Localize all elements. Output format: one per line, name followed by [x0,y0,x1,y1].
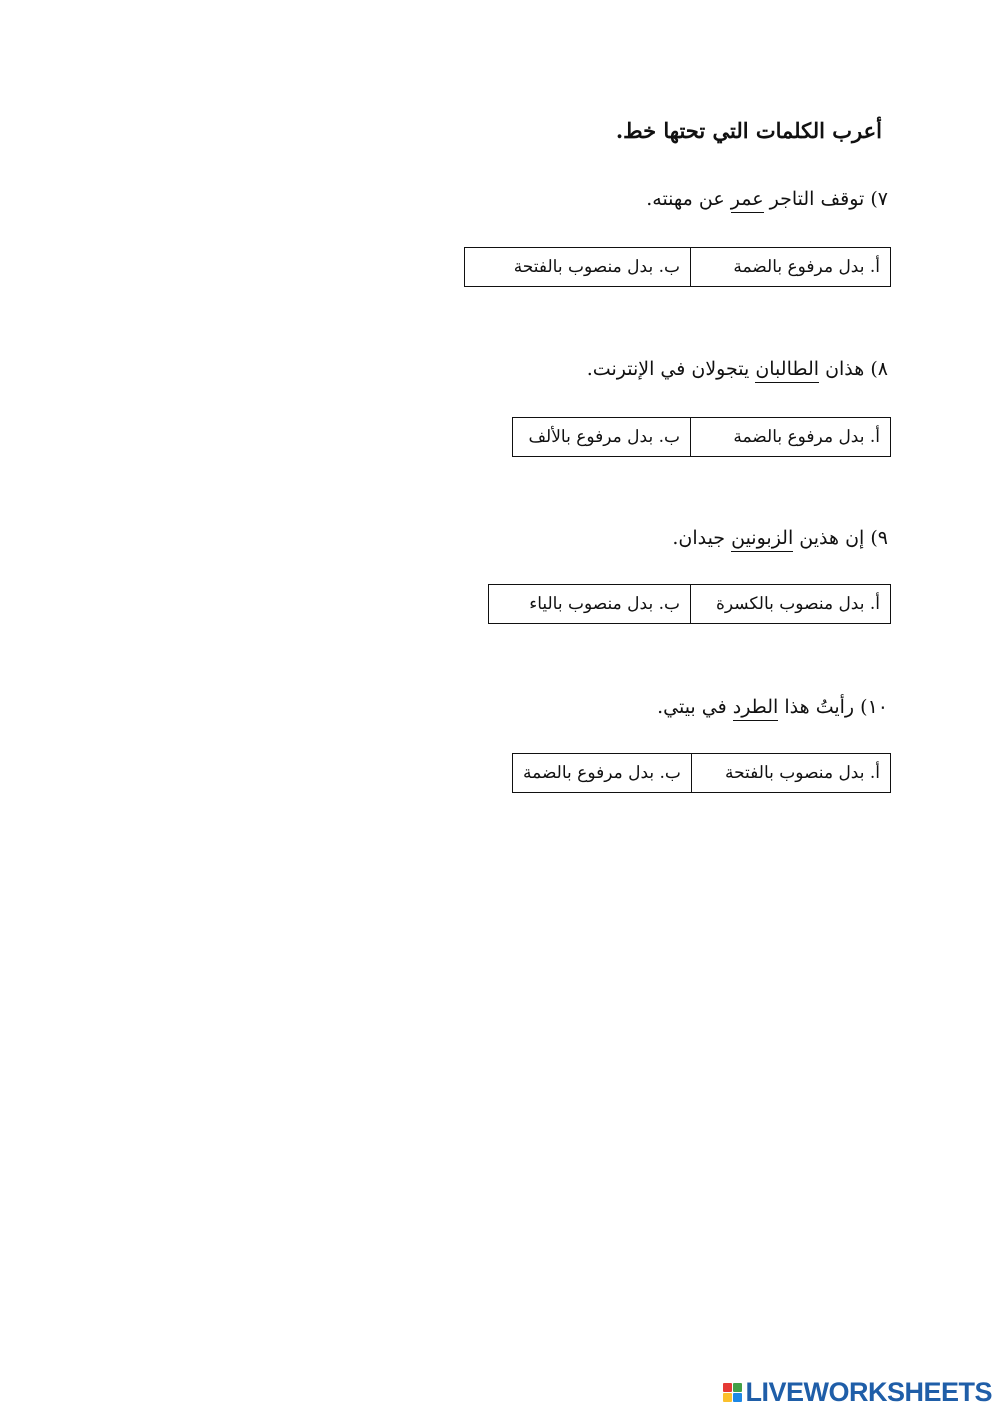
option-b[interactable]: ب. بدل منصوب بالفتحة [513,257,680,277]
option-a[interactable]: أ. بدل مرفوع بالضمة [690,248,890,286]
underlined-word: الطالبان [755,358,819,383]
question-text-before: توقف التاجر [769,188,865,210]
question-text-after: في بيتي. [657,696,727,718]
logo-text: LIVEWORKSHEETS [745,1377,992,1407]
question-7 [646,188,888,210]
question-number: ٨) [870,358,888,380]
logo-badge-icon [723,1383,742,1402]
liveworksheets-logo [723,1377,992,1408]
option-a[interactable]: أ. بدل منصوب بالفتحة [691,754,890,792]
option-a[interactable]: أ. بدل منصوب بالكسرة [690,585,890,623]
question-text-before: هذان [825,358,865,380]
badge-square-icon [733,1383,742,1392]
options-8 [512,417,891,457]
option-b[interactable]: ب. بدل مرفوع بالضمة [523,763,681,783]
options-9 [488,584,891,624]
option-b[interactable]: ب. بدل مرفوع بالألف [528,427,680,447]
question-8 [587,358,888,380]
question-number: ٩) [870,527,888,549]
question-text-after: عن مهنته. [646,188,725,210]
badge-square-icon [723,1393,732,1402]
question-text-after: يتجولان في الإنترنت. [586,358,750,380]
instruction-heading: أعرب الكلمات التي تحتها خط. [615,118,882,143]
question-text-before: إن هذين [799,527,865,549]
underlined-word: الزبونين [731,527,793,552]
underlined-word: الطرد [733,696,779,721]
option-b[interactable]: ب. بدل منصوب بالياء [529,594,680,614]
question-text-after: جيدان. [672,527,726,549]
question-9 [672,527,888,549]
question-number: ١٠) [860,696,888,718]
underlined-word: عمر [731,188,764,213]
options-7 [464,247,891,287]
options-10 [512,753,891,793]
badge-square-icon [723,1383,732,1392]
question-10 [657,696,888,718]
question-text-before: رأيتُ هذا [784,696,855,718]
option-a[interactable]: أ. بدل مرفوع بالضمة [690,418,890,456]
question-number: ٧) [870,188,888,210]
badge-square-icon [733,1393,742,1402]
